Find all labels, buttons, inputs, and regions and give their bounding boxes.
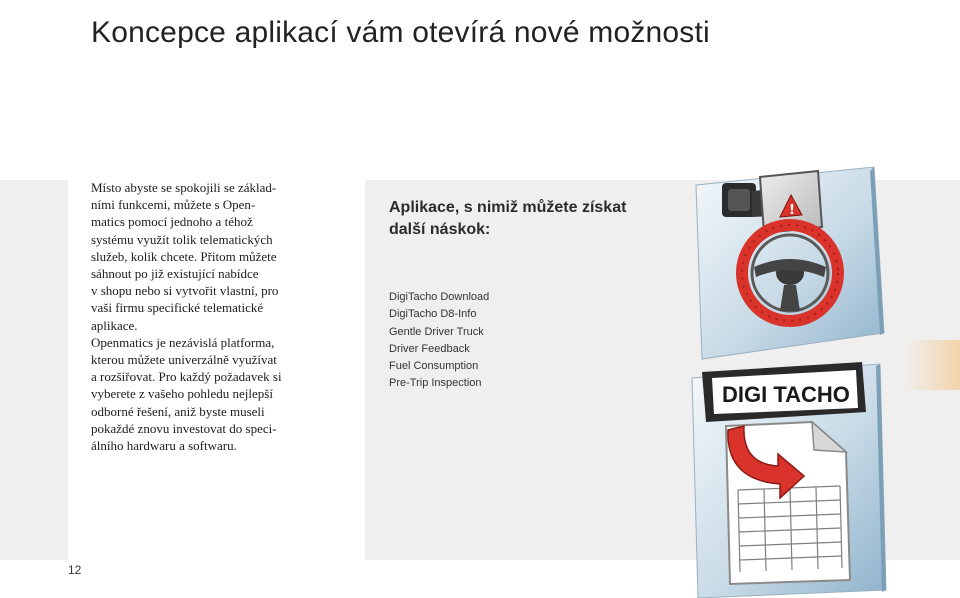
- digitacho-logo-text: DIGI TACHO: [722, 382, 850, 407]
- body-text: [91, 179, 311, 454]
- body-line: matics pomocí jednoho a téhož: [91, 214, 253, 230]
- body-line: a rozšiřovat. Pro každý požadavek si: [91, 369, 282, 385]
- list-item: DigiTacho Download: [389, 291, 490, 303]
- body-line: služeb, kolik chcete. Přitom můžete: [91, 248, 277, 264]
- body-line: vaši firmu specifické telematické: [91, 300, 264, 316]
- list-item: Driver Feedback: [389, 342, 470, 355]
- body-line: sáhnout po již existující nabídce: [91, 266, 259, 282]
- list-item: Pre-Trip Inspection: [389, 377, 482, 390]
- body-line: Místo abyste se spokojili se základ-: [91, 180, 277, 195]
- driver-feedback-icon: [688, 163, 910, 363]
- body-line: aplikace.: [91, 317, 138, 333]
- apps-panel-title: Aplikace, s nimiž můžete získat další náskok:: [389, 199, 627, 238]
- body-line: kterou můžete univerzálně využívat: [91, 352, 277, 368]
- driver-feedback-app-tile: [688, 163, 910, 363]
- body-line: Openmatics je nezávislá platforma,: [91, 334, 275, 350]
- body-line: v shopu nebo si vytvořit vlastní, pro: [91, 283, 279, 299]
- body-line: ními funkcemi, můžete s Open-: [91, 197, 256, 213]
- list-item: DigiTacho D8-Info: [389, 308, 477, 321]
- svg-text:!: !: [789, 203, 795, 218]
- app-list: [389, 289, 489, 393]
- page-number: 12: [68, 563, 82, 577]
- body-line: odborné řešení, aniž byste museli: [91, 403, 265, 419]
- list-item: Gentle Driver Truck: [389, 325, 484, 338]
- body-line: pokaždé znovu investovat do speci-: [91, 420, 277, 436]
- body-line: álního hardwaru a softwaru.: [91, 438, 237, 454]
- body-line: vyberete z vašeho pohledu nejlepší: [91, 386, 273, 402]
- body-line: systému využít tolik telematických: [91, 231, 273, 247]
- digitacho-app-tile: [686, 352, 916, 598]
- list-item: Fuel Consumption: [389, 360, 479, 373]
- digitacho-icon: [686, 352, 916, 598]
- page-title: Koncepce aplikací vám otevírá nové možnosti: [91, 16, 710, 50]
- apps-panel: [389, 197, 679, 241]
